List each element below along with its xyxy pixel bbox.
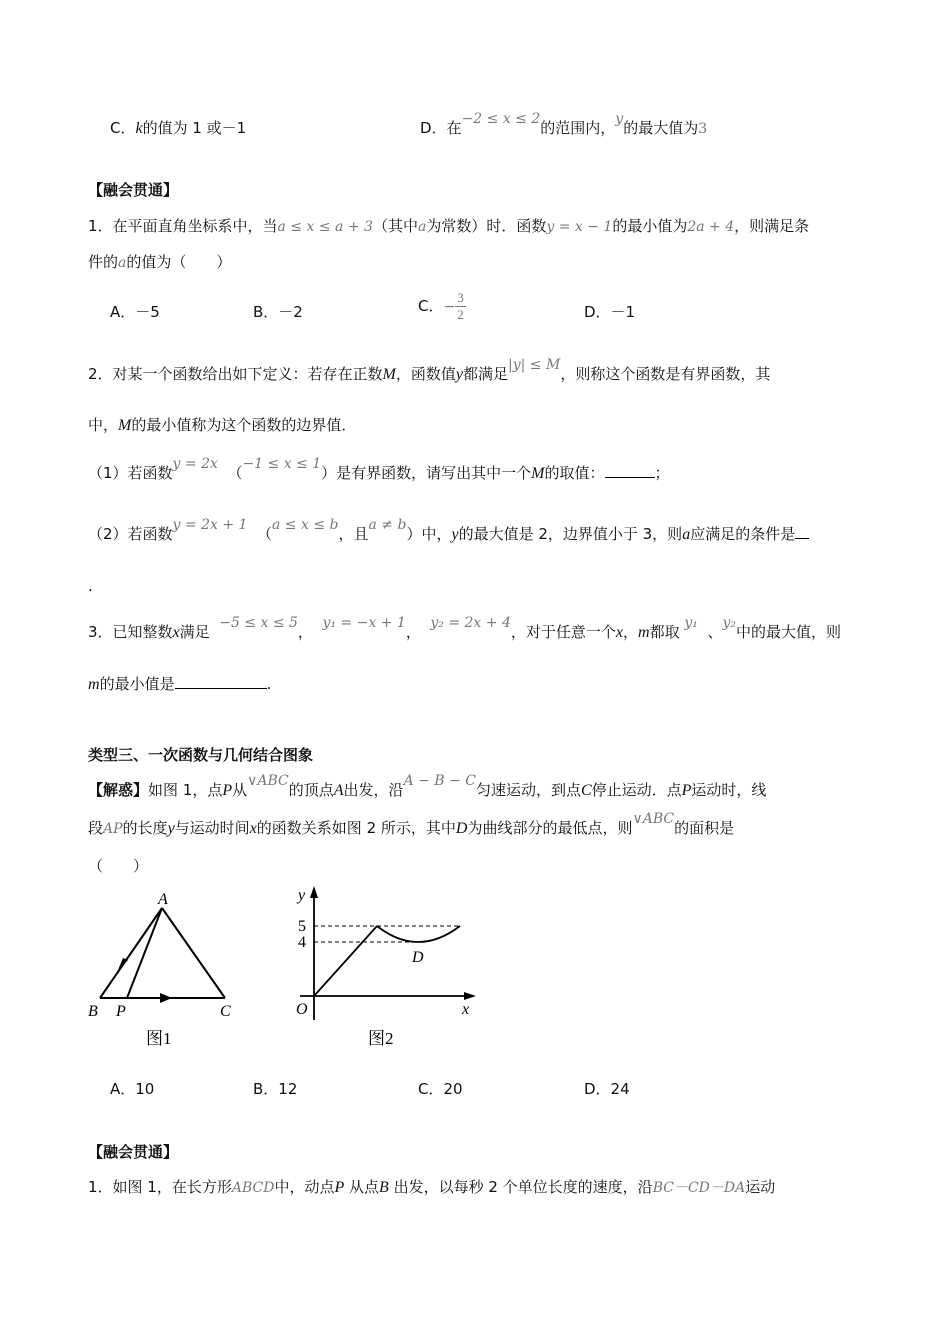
side-ac (162, 908, 225, 998)
q3-line2: m的最小值是 . (88, 675, 272, 693)
q1-option-c: C．− $\frac{3}{2}$ (418, 290, 464, 322)
caption-fig2: 图2 (368, 1029, 394, 1048)
arrow-on-ab (118, 958, 128, 970)
graph-curve-part (377, 926, 460, 942)
segment-ap (127, 908, 162, 998)
q2-line2: 中，M的最小值称为这个函数的边界值． (88, 416, 357, 434)
q1-option-b: B．－2 (253, 303, 303, 321)
type3-option-c: C．20 (418, 1080, 463, 1098)
type3-line3: （ ） (88, 857, 149, 875)
label-x: x (462, 1001, 470, 1018)
type3-option-d: D．24 (584, 1080, 630, 1098)
q1-option-a: A．－5 (110, 303, 160, 321)
type3-option-a: A．10 (110, 1080, 155, 1098)
section-title-type3: 类型三、一次函数与几何结合图象 (88, 746, 314, 764)
caption-fig1: 图1 (146, 1029, 172, 1048)
q2-part1: （1）若函数y = 2x （−1 ≤ x ≤ 1）是有界函数，请写出其中一个M的取值： ； (88, 456, 670, 482)
label-b: B (88, 1003, 98, 1020)
y-axis-arrow (310, 886, 318, 898)
label-c: C (220, 1003, 231, 1020)
label-d: D (412, 949, 424, 966)
figure-2-graph (280, 880, 480, 1050)
q2-line1: 2．对某一个函数给出如下定义：若存在正数M，函数值y都满足|y| ≤ M，则称这个函数是有界函数，其 (88, 357, 771, 383)
prev-option-d: D．在−2 ≤ x ≤ 2的范围内，y的最大值为3 (420, 111, 708, 137)
label-origin: O (296, 1001, 308, 1018)
label-p: P (116, 1003, 126, 1020)
q2-end-dot: . (88, 577, 93, 595)
s3-q1-line1: 1．如图 1，在长方形ABCD中，动点P 从点B 出发，以每秒 2 个单位长度的速度，沿BC－CD－DA运动 (88, 1178, 776, 1196)
figure-1-triangle (80, 890, 250, 1050)
tick-5: 5 (298, 918, 306, 935)
answer-blank[interactable] (175, 674, 267, 689)
tick-4: 4 (298, 934, 306, 951)
x-axis-arrow (464, 992, 476, 1000)
prev-option-c: C．k的值为 1 或－1 (110, 119, 247, 137)
label-a: A (158, 891, 168, 908)
side-ab (100, 908, 162, 998)
q1-line1: 1．在平面直角坐标系中，当a ≤ x ≤ a + 3（其中a为常数）时．函数y = x − 1的最小值为2a + 4，则满足条 (88, 217, 810, 235)
q3-line1: 3．已知整数x满足 −5 ≤ x ≤ 5， y₁ = −x + 1， y₂ = 2x + 4，对于任意一个x，m都取 y₁ 、y₂中的最大值，则 (88, 615, 842, 641)
type3-option-b: B．12 (253, 1080, 298, 1098)
section-heading-1: 【融会贯通】 (88, 181, 179, 199)
type3-line2: 段AP的长度y与运动时间x的函数关系如图 2 所示，其中D为曲线部分的最低点，则∨ABC的面积是 (88, 811, 735, 837)
q2-part2: （2）若函数y = 2x + 1 （a ≤ x ≤ b，且a ≠ b）中，y的最大值是 2，边界值小于 3，则a应满足的条件是 (88, 524, 809, 545)
label-y: y (298, 887, 306, 904)
arrow-on-bc (160, 993, 172, 1003)
type3-line1: 【解惑】如图 1，点P从∨ABC的顶点A出发，沿A − B − C匀速运动，到点C停止运动．点P运动时，线 (88, 773, 767, 799)
graph-linear-part (314, 926, 377, 996)
q1-line2: 件的a的值为（ ） (88, 253, 232, 271)
q1-option-d: D．－1 (584, 303, 636, 321)
answer-blank[interactable] (795, 524, 809, 539)
fraction: $\frac{3}{2}$ (457, 290, 464, 322)
section-heading-3: 【融会贯通】 (88, 1143, 179, 1161)
answer-blank[interactable] (605, 463, 655, 478)
